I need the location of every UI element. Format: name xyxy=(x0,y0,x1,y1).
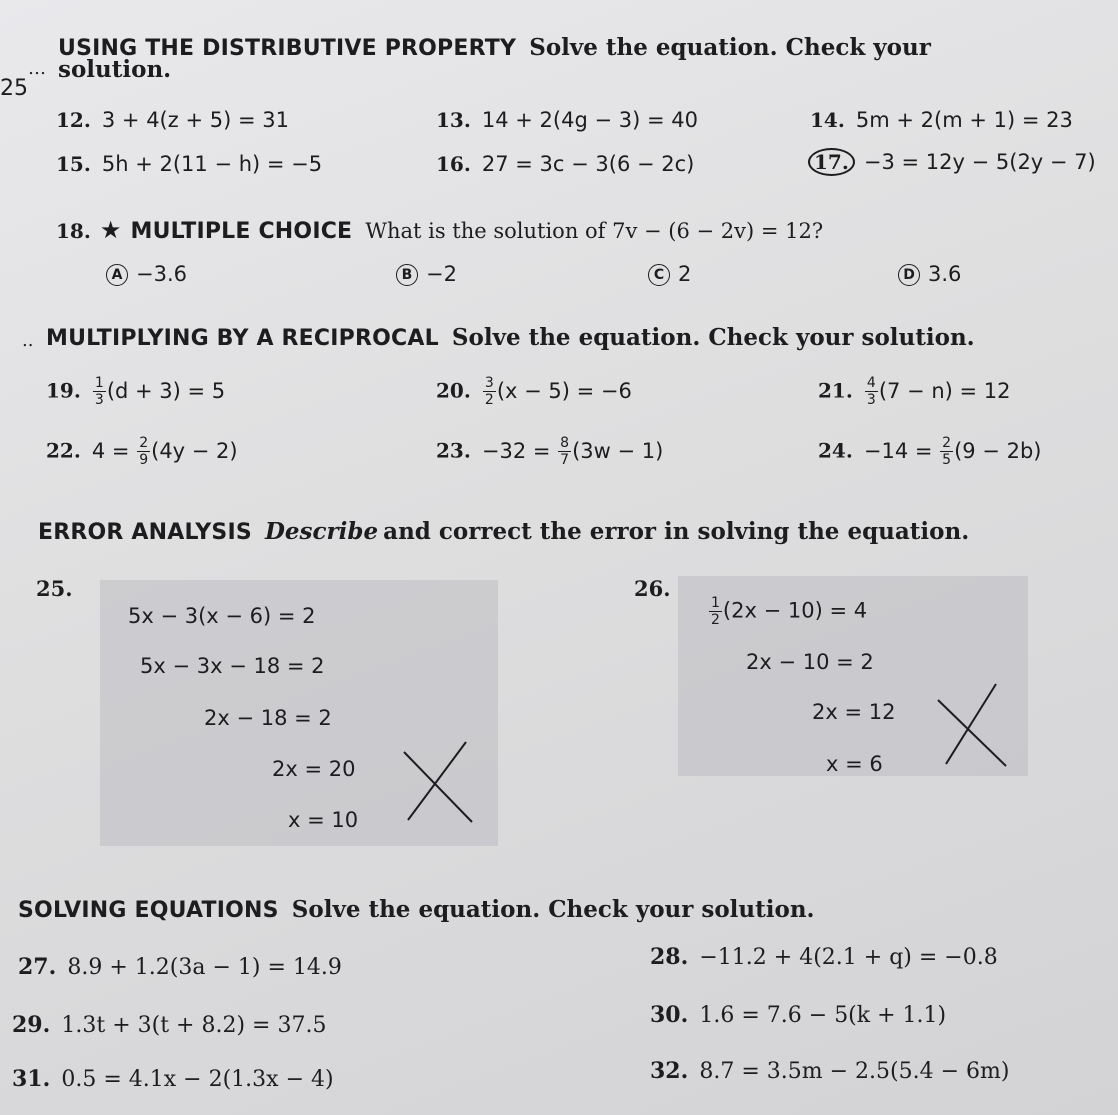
work-line: 2x = 12 xyxy=(812,700,896,724)
problem-30 xyxy=(650,1002,946,1028)
problem-14 xyxy=(810,108,1073,132)
problem-number: 29. xyxy=(12,1012,51,1038)
fraction xyxy=(709,596,722,627)
section-instruction: Solve the equation. Check your solution. xyxy=(451,324,975,351)
section-title: ERROR ANALYSIS xyxy=(38,520,252,545)
star-icon: ★ xyxy=(99,216,122,244)
error-x-mark-icon xyxy=(398,738,478,828)
work-line: 2x = 20 xyxy=(272,757,356,781)
choice-letter: C xyxy=(648,264,670,286)
fraction xyxy=(940,436,953,467)
section-heading-reciprocal xyxy=(46,324,975,351)
problem-number: 13. xyxy=(436,108,471,132)
problem-number: 16. xyxy=(436,152,471,176)
equation: 8.9 + 1.2(3a − 1) = 14.9 xyxy=(67,955,342,980)
equation: −3 = 12y − 5(2y − 7) xyxy=(863,150,1096,174)
choice-letter: A xyxy=(106,264,128,286)
eq-post: (d + 3) = 5 xyxy=(106,378,226,403)
equation xyxy=(91,435,238,468)
problem-25-number: 25. xyxy=(36,576,73,601)
equation: 1.3t + 3(t + 8.2) = 37.5 xyxy=(61,1013,327,1038)
eq-post: (9 − 2b) xyxy=(954,438,1042,463)
instruction-italic: Describe xyxy=(264,518,379,545)
numerator: 1 xyxy=(94,375,104,391)
problem-27 xyxy=(18,954,342,980)
choice-c[interactable] xyxy=(648,262,691,286)
problem-number: 15. xyxy=(56,152,91,176)
equation: 14 + 2(4g − 3) = 40 xyxy=(481,108,698,132)
equation xyxy=(864,375,1011,408)
equation: 1.6 = 7.6 − 5(k + 1.1) xyxy=(699,1003,947,1028)
equation xyxy=(482,375,632,408)
problem-26-number: 26. xyxy=(634,576,671,601)
choice-b[interactable] xyxy=(396,262,457,286)
problem-28 xyxy=(650,944,998,970)
numerator: 3 xyxy=(484,375,494,391)
problem-number: 12. xyxy=(56,108,91,132)
fraction xyxy=(865,376,878,407)
problem-number: 19. xyxy=(46,378,81,403)
numerator: 4 xyxy=(866,375,876,391)
choice-value: 3.6 xyxy=(928,262,962,286)
section-heading-solving xyxy=(18,896,815,923)
section-instruction: Solve the equation. Check your solution. xyxy=(291,896,815,923)
eq-pre: −32 = xyxy=(481,438,558,463)
problem-19 xyxy=(46,376,225,407)
work-line: x = 10 xyxy=(288,808,359,832)
equation: 27 = 3c − 3(6 − 2c) xyxy=(481,152,695,176)
problem-number: 18. xyxy=(56,219,91,243)
section-title: SOLVING EQUATIONS xyxy=(18,898,279,923)
problem-number: 21. xyxy=(818,378,853,403)
work-line: 5x − 3(x − 6) = 2 xyxy=(128,604,316,628)
equation: −11.2 + 4(2.1 + q) = −0.8 xyxy=(699,945,998,970)
numerator: 2 xyxy=(942,435,952,451)
equation: 0.5 = 4.1x − 2(1.3x − 4) xyxy=(61,1067,334,1092)
question-text: What is the solution of 7v − (6 − 2v) = 12? xyxy=(365,219,824,243)
margin-reference: 25 xyxy=(0,76,28,101)
problem-number-circled: 17. xyxy=(808,148,855,176)
work-line: 2x − 10 = 2 xyxy=(746,650,874,674)
numerator: 8 xyxy=(560,435,570,451)
problem-20 xyxy=(436,376,632,407)
multiple-choice-label: MULTIPLE CHOICE xyxy=(130,219,353,244)
problem-29 xyxy=(12,1012,326,1038)
equation: 5m + 2(m + 1) = 23 xyxy=(855,108,1073,132)
eq-post: (3w − 1) xyxy=(572,438,664,463)
section-instruction: and correct the error in solving the equation. xyxy=(383,518,970,545)
problem-22 xyxy=(46,436,238,467)
denominator: 5 xyxy=(942,452,952,468)
problem-number: 30. xyxy=(650,1002,689,1028)
margin-dots-1: … xyxy=(28,58,46,79)
choice-value: −3.6 xyxy=(136,262,187,286)
equation: 3 + 4(z + 5) = 31 xyxy=(101,108,289,132)
problem-number: 14. xyxy=(810,108,845,132)
eq-post: (7 − n) = 12 xyxy=(878,378,1011,403)
margin-dots-2: .. xyxy=(22,330,34,351)
problem-23 xyxy=(436,436,663,467)
problem-31 xyxy=(12,1066,334,1092)
equation xyxy=(481,435,664,468)
choice-value: −2 xyxy=(426,262,457,286)
equation xyxy=(863,435,1042,468)
denominator: 3 xyxy=(866,392,876,408)
numerator: 1 xyxy=(711,595,720,611)
eq-post: (x − 5) = −6 xyxy=(496,378,632,403)
work-line-fraction xyxy=(708,596,867,627)
equation: 8.7 = 3.5m − 2.5(5.4 − 6m) xyxy=(699,1059,1010,1084)
choice-letter: D xyxy=(898,264,920,286)
equation: 5h + 2(11 − h) = −5 xyxy=(101,152,323,176)
problem-12 xyxy=(56,108,289,132)
denominator: 9 xyxy=(139,452,149,468)
problem-32 xyxy=(650,1058,1009,1084)
fraction xyxy=(137,436,150,467)
problem-number: 28. xyxy=(650,944,689,970)
eq-pre: −14 = xyxy=(863,438,940,463)
problem-number: 22. xyxy=(46,438,81,463)
eq-pre: 4 = xyxy=(91,438,137,463)
work-line-rest: (2x − 10) = 4 xyxy=(722,598,868,623)
error-x-mark-icon xyxy=(932,680,1012,770)
problem-number: 24. xyxy=(818,438,853,463)
problem-number: 23. xyxy=(436,438,471,463)
fraction xyxy=(483,376,496,407)
denominator: 2 xyxy=(484,392,494,408)
work-line: 5x − 3x − 18 = 2 xyxy=(140,654,325,678)
section-heading-distributive xyxy=(58,34,931,61)
work-line: x = 6 xyxy=(826,752,883,776)
section-instruction-line2: solution. xyxy=(58,56,172,83)
denominator: 2 xyxy=(711,612,720,628)
section-title: USING THE DISTRIBUTIVE PROPERTY xyxy=(58,36,517,61)
problem-number: 31. xyxy=(12,1066,51,1092)
problem-15 xyxy=(56,152,322,176)
choice-d[interactable] xyxy=(898,262,961,286)
equation xyxy=(92,375,226,408)
section-instruction: Solve the equation. Check your xyxy=(529,34,931,61)
problem-number: 27. xyxy=(18,954,57,980)
eq-post: (4y − 2) xyxy=(151,438,238,463)
problem-13 xyxy=(436,108,698,132)
choice-a[interactable] xyxy=(106,262,187,286)
denominator: 7 xyxy=(560,452,570,468)
problem-17 xyxy=(808,148,1096,176)
problem-number: 32. xyxy=(650,1058,689,1084)
problem-number: 20. xyxy=(436,378,471,403)
problem-21 xyxy=(818,376,1010,407)
numerator: 2 xyxy=(139,435,149,451)
problem-16 xyxy=(436,152,694,176)
fraction xyxy=(558,436,571,467)
multiple-choice-question xyxy=(56,216,823,244)
choice-value: 2 xyxy=(678,262,692,286)
fraction xyxy=(93,376,106,407)
denominator: 3 xyxy=(94,392,104,408)
section-title: MULTIPLYING BY A RECIPROCAL xyxy=(46,326,439,351)
problem-24 xyxy=(818,436,1041,467)
work-line: 2x − 18 = 2 xyxy=(204,706,332,730)
section-heading-error xyxy=(38,518,969,545)
choice-letter: B xyxy=(396,264,418,286)
